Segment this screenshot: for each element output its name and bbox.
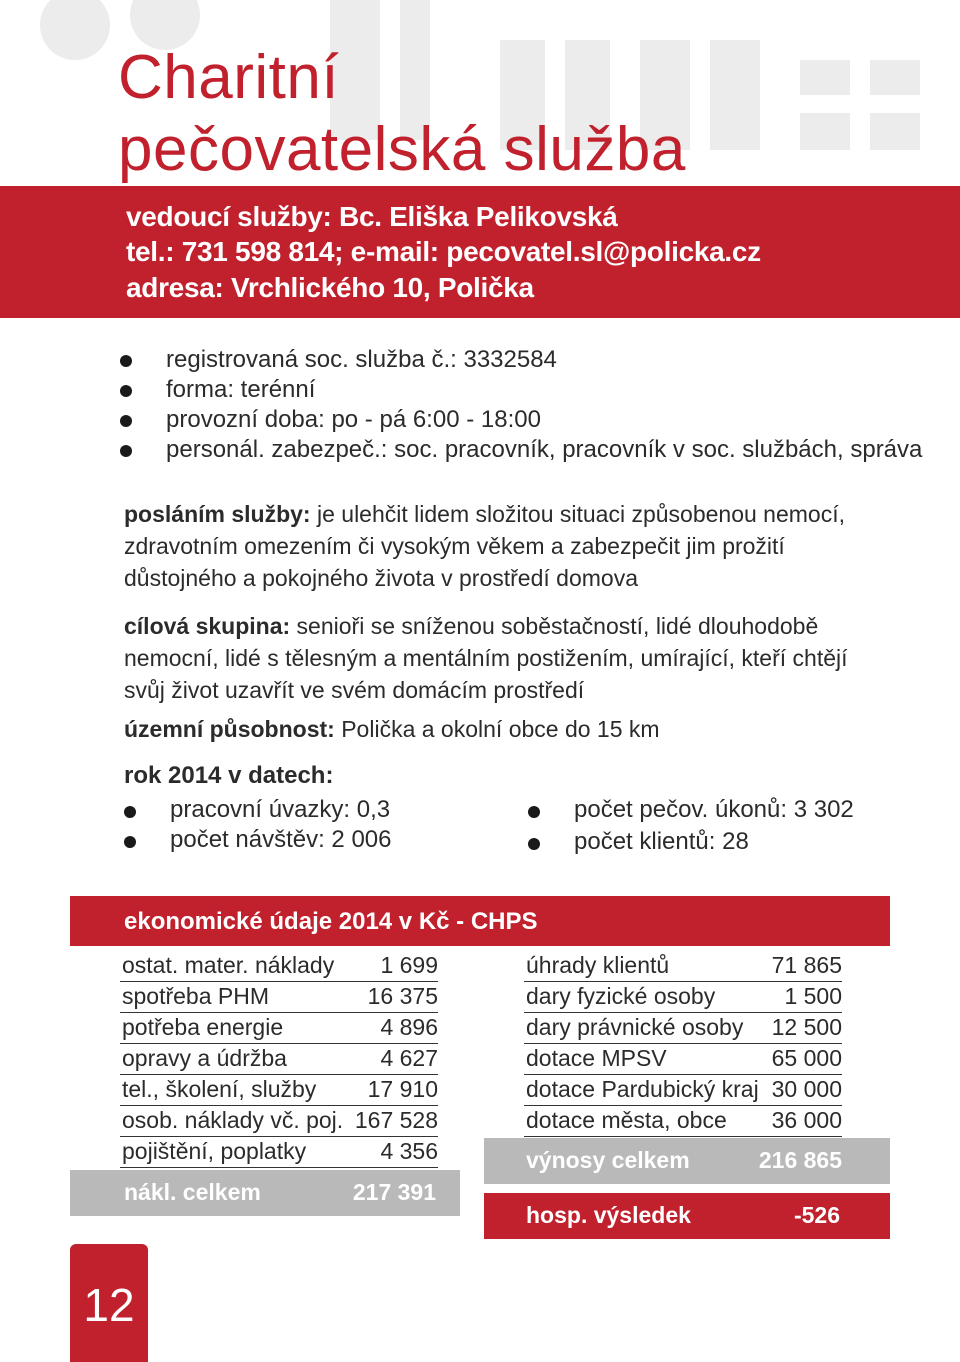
target-label: cílová skupina: — [124, 613, 291, 639]
page-title — [118, 42, 686, 186]
mission-paragraph: posláním služby: je ulehčit lidem složitou situaci způsobenou nemocí, zdravotním omezením či vysokým věkem a zabezpečit jim prožití důstojného a pokojného života v prostředí domova — [124, 501, 845, 591]
bullet-icon — [120, 385, 132, 397]
table-row: opravy a údržba 4 627 — [120, 1043, 438, 1075]
revenues-total-label: výnosy celkem — [526, 1147, 690, 1173]
result-value: -526 — [793, 1202, 840, 1228]
table-row: dary právnické osoby 12 500 — [524, 1012, 842, 1044]
table-row: pojištění, poplatky 4 356 — [120, 1136, 438, 1168]
table-row: spotřeba PHM 16 375 — [120, 981, 438, 1013]
phone-email-line: tel.: 731 598 814; e-mail: pecovatel.sl@policka.cz — [126, 236, 761, 267]
table-row: ostat. mater. náklady 1 699 — [120, 950, 438, 982]
bullet-icon — [528, 838, 540, 850]
address-line: adresa: Vrchlického 10, Polička — [126, 272, 534, 303]
scope-label: územní působnost: — [124, 716, 335, 742]
manager-line: vedoucí služby: Bc. Eliška Pelikovská — [126, 201, 618, 232]
bullet-icon — [120, 415, 132, 427]
table-row: úhrady klientů 71 865 — [524, 950, 842, 982]
table-row: tel., školení, služby 17 910 — [120, 1074, 438, 1106]
bullet-icon — [120, 445, 132, 457]
stats-heading: rok 2014 v datech: — [124, 762, 334, 789]
table-row: osob. náklady vč. poj. 167 528 — [120, 1105, 438, 1137]
economics-title: ekonomické údaje 2014 v Kč - CHPS — [124, 908, 538, 935]
table-row: dotace Pardubický kraj 30 000 — [524, 1074, 842, 1106]
revenues-total-value: 216 865 — [758, 1147, 842, 1173]
scope-paragraph: územní působnost: Polička a okolní obce do 15 km — [124, 716, 660, 742]
costs-total-box — [70, 1170, 460, 1216]
bullet-icon — [528, 806, 540, 818]
revenues-total-box — [484, 1138, 890, 1184]
costs-total-value: 217 391 — [352, 1179, 436, 1205]
title-line-2: pečovatelská služba — [118, 115, 686, 184]
bullet-icon — [124, 806, 136, 818]
result-box — [484, 1193, 890, 1239]
bullet-icon — [124, 836, 136, 848]
contact-banner — [0, 186, 960, 318]
title-line-1: Charitní — [118, 43, 340, 112]
table-row: dary fyzické osoby 1 500 — [524, 981, 842, 1013]
table-row: dotace MPSV 65 000 — [524, 1043, 842, 1075]
target-paragraph: cílová skupina: senioři se sníženou soběstačností, lidé dlouhodobě nemocní, lidé s tělesným a mentálním postižením, umírající, kteří chtějí svůj život uzavřít ve svém domácím prostředí — [124, 613, 848, 703]
costs-total-label: nákl. celkem — [124, 1179, 261, 1205]
bullet-icon — [120, 355, 132, 367]
table-row: dotace města, obce 36 000 — [524, 1105, 842, 1137]
table-row: potřeba energie 4 896 — [120, 1012, 438, 1044]
result-label: hosp. výsledek — [526, 1202, 691, 1228]
page-number: 12 — [83, 1279, 135, 1331]
mission-label: posláním služby: — [124, 501, 311, 527]
